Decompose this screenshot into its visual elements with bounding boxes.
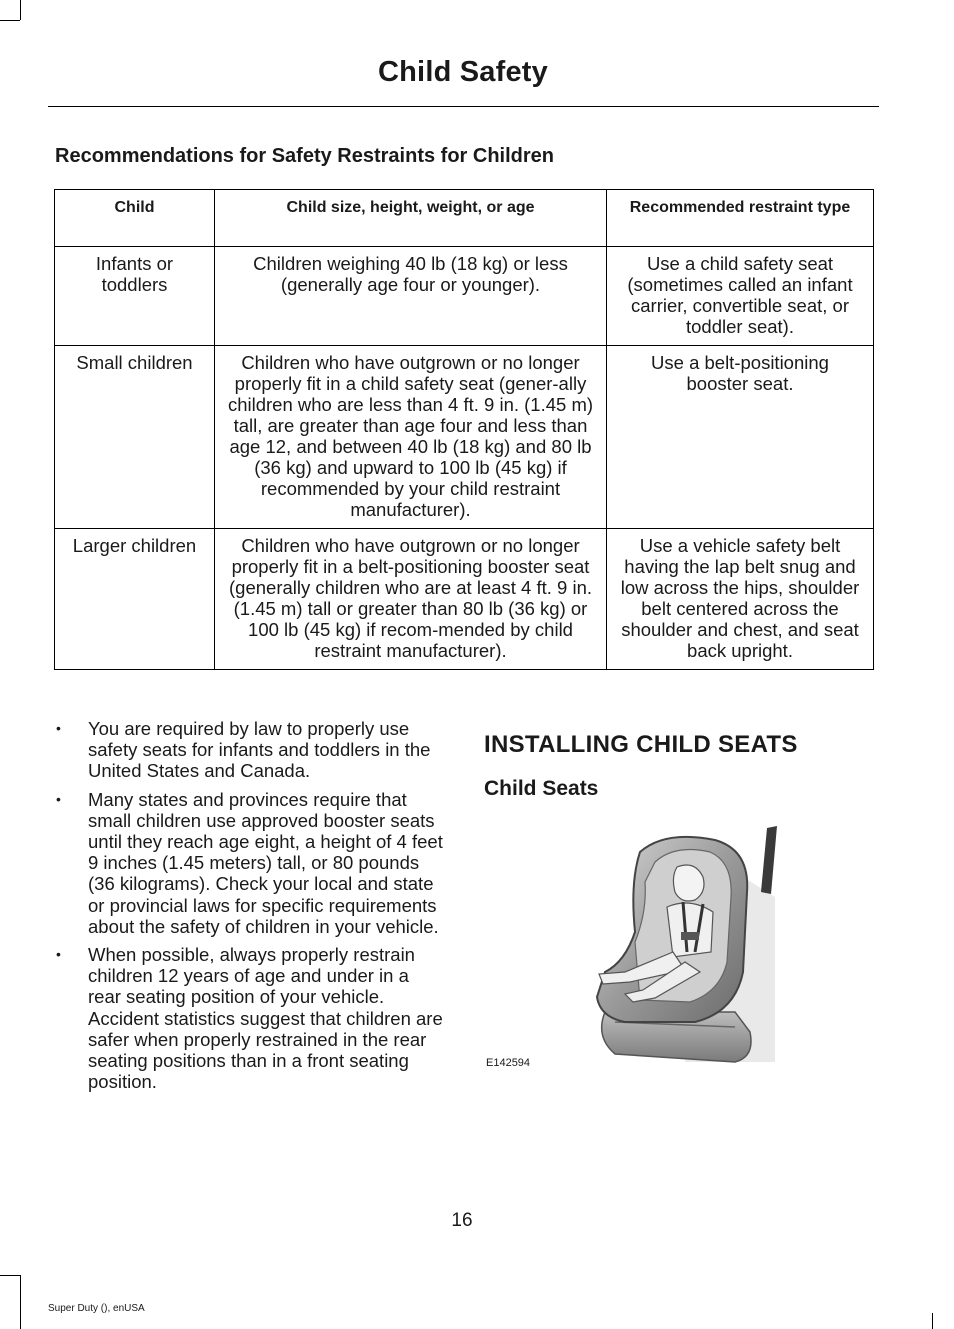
child-seats-subheading: Child Seats — [484, 777, 599, 800]
installing-heading: INSTALLING CHILD SEATS — [484, 731, 798, 758]
list-item-text: When possible, always properly restrain children 12 years of age and under in a rear seating position of your vehicle. Accident statistics suggest that children are safer when properly restrained in the rear seating positions than in a front seating position. — [88, 944, 443, 1093]
cell-restraint: Use a vehicle safety belt having the lap belt snug and low across the hips, shoulder belt centered across the shoulder and chest, and seat back upright. — [607, 529, 874, 670]
column-header-child: Child — [55, 190, 215, 247]
cell-child: Small children — [55, 346, 215, 529]
column-header-restraint: Recommended restraint type — [607, 190, 874, 247]
list-item — [54, 718, 446, 782]
crop-mark — [20, 0, 21, 20]
list-item — [54, 789, 446, 937]
title-divider — [48, 106, 879, 107]
safety-bullet-list — [54, 718, 446, 1099]
list-item — [54, 944, 446, 1092]
crop-mark — [932, 1313, 933, 1329]
table-row — [55, 247, 874, 346]
table-row — [55, 346, 874, 529]
bullet-marker: • — [56, 946, 61, 963]
crop-mark — [20, 1275, 21, 1329]
cell-size: Children weighing 40 lb (18 kg) or less (generally age four or younger). — [215, 247, 607, 346]
section-heading: Recommendations for Safety Restraints for Children — [55, 145, 554, 167]
cell-size: Children who have outgrown or no longer properly fit in a belt-positioning booster seat (generally children who are at least 4 ft. 9 in. (1.45 m) tall or greater than 80 lb (36 kg) or 100 lb (45 kg) if recom-mended by child restraint manufacturer). — [215, 529, 607, 670]
page-title: Child Safety — [378, 56, 548, 88]
column-header-size: Child size, height, weight, or age — [215, 190, 607, 247]
restraints-table — [54, 189, 874, 670]
page-number: 16 — [451, 1210, 473, 1231]
bullet-marker: • — [56, 720, 61, 736]
child-seat-illustration — [585, 822, 790, 1070]
cell-size: Children who have outgrown or no longer properly fit in a child safety seat (gener-ally children who are less than 4 ft. 9 in. (1.45 m) tall, are greater than age four and less than age 12, and between 40 lb (18 kg) and 80 lb (36 kg) and upward to 100 lb (45 kg) if recommended by your child restraint manufacturer). — [215, 346, 607, 529]
list-item-text: You are required by law to properly use safety seats for infants and toddlers in the United States and Canada. — [88, 718, 431, 782]
cell-child: Larger children — [55, 529, 215, 670]
cell-restraint: Use a child safety seat (sometimes called an infant carrier, convertible seat, or toddler seat). — [607, 247, 874, 346]
table-row — [55, 529, 874, 670]
figure-code: E142594 — [486, 1057, 531, 1069]
cell-child: Infants or toddlers — [55, 247, 215, 346]
crop-mark — [0, 1275, 20, 1276]
bullet-marker: • — [56, 790, 61, 807]
crop-mark — [0, 20, 20, 21]
cell-restraint: Use a belt-positioning booster seat. — [607, 346, 874, 529]
table-header-row — [55, 190, 874, 247]
footer-text: Super Duty (), enUSA — [48, 1303, 145, 1314]
list-item-text: Many states and provinces require that small children use approved booster seats until they reach age eight, a height of 4 feet 9 inches (1.45 meters) tall, or 80 pounds (36 kilograms). Check your local and state or provincial laws for specific requirements about the safety of children in your vehicle. — [88, 788, 443, 937]
